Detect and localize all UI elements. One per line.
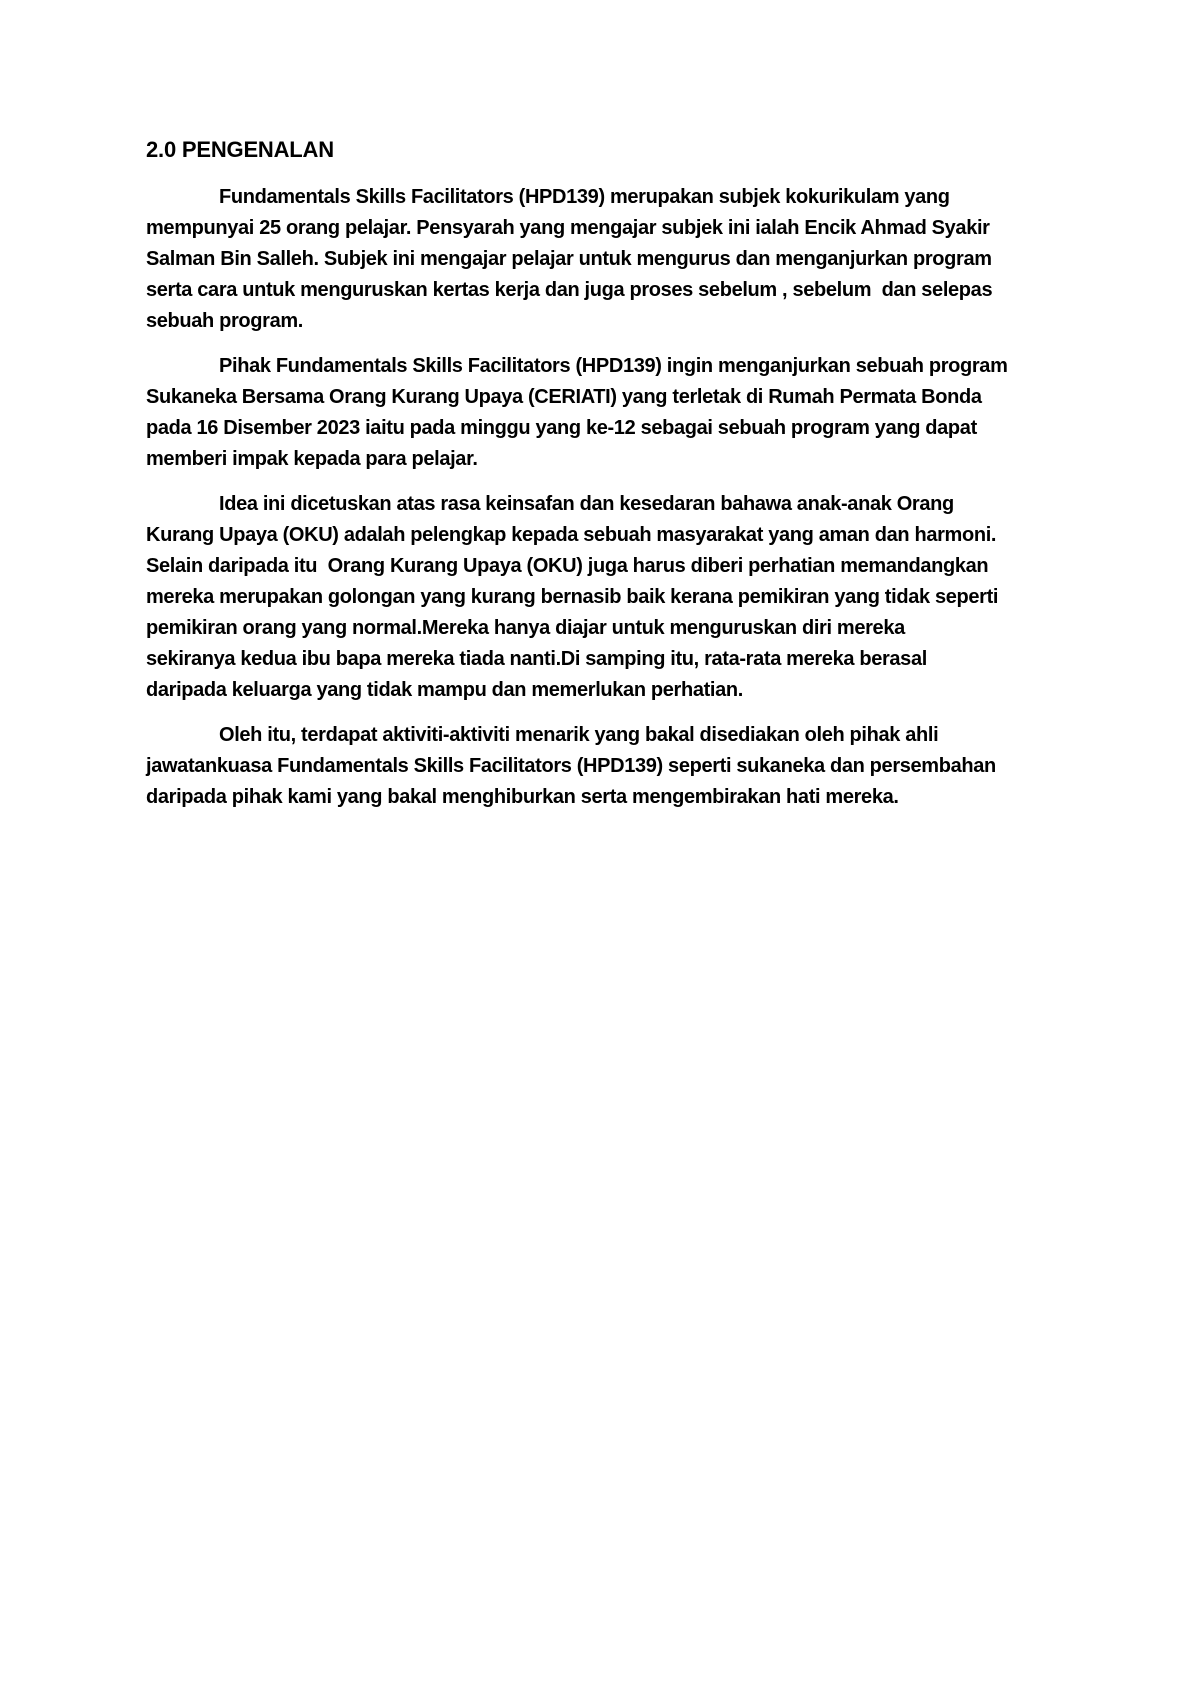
text-line: mempunyai 25 orang pelajar. Pensyarah yang mengajar subjek ini ialah Encik Ahmad Syakir bbox=[146, 217, 990, 239]
section-heading: 2.0 PENGENALAN bbox=[146, 137, 334, 162]
paragraph-program bbox=[146, 351, 1056, 475]
text-line: mereka merupakan golongan yang kurang bernasib baik kerana pemikiran yang tidak seperti bbox=[146, 586, 999, 608]
text-line: Selain daripada itu Orang Kurang Upaya (OKU) juga harus diberi perhatian memandangkan bbox=[146, 555, 989, 577]
text-line: pada 16 Disember 2023 iaitu pada minggu yang ke-12 sebagai sebuah program yang dapat bbox=[146, 417, 977, 439]
text-line: jawatankuasa Fundamentals Skills Facilitators (HPD139) seperti sukaneka dan persembahan bbox=[146, 755, 996, 777]
text-line: sebuah program. bbox=[146, 310, 304, 332]
text-line: Oleh itu, terdapat aktiviti-aktiviti menarik yang bakal disediakan oleh pihak ahli bbox=[219, 724, 939, 746]
text-line: Sukaneka Bersama Orang Kurang Upaya (CERIATI) yang terletak di Rumah Permata Bonda bbox=[146, 386, 982, 408]
text-line: Salman Bin Salleh. Subjek ini mengajar pelajar untuk mengurus dan menganjurkan program bbox=[146, 248, 992, 270]
text-line: pemikiran orang yang normal.Mereka hanya diajar untuk menguruskan diri mereka bbox=[146, 617, 905, 639]
paragraph-aktiviti bbox=[146, 720, 1056, 813]
text-line: serta cara untuk menguruskan kertas kerja dan juga proses sebelum , sebelum dan selepas bbox=[146, 279, 993, 301]
text-line: memberi impak kepada para pelajar. bbox=[146, 448, 478, 470]
paragraph-intro bbox=[146, 182, 1056, 337]
text-line: daripada keluarga yang tidak mampu dan memerlukan perhatian. bbox=[146, 679, 743, 701]
text-line: Fundamentals Skills Facilitators (HPD139) merupakan subjek kokurikulam yang bbox=[219, 186, 950, 208]
text-line: Pihak Fundamentals Skills Facilitators (HPD139) ingin menganjurkan sebuah program bbox=[219, 355, 1008, 377]
document-content bbox=[146, 134, 1056, 827]
text-line: daripada pihak kami yang bakal menghiburkan serta mengembirakan hati mereka. bbox=[146, 786, 899, 808]
text-line: Idea ini dicetuskan atas rasa keinsafan dan kesedaran bahawa anak-anak Orang bbox=[219, 493, 954, 515]
paragraph-idea bbox=[146, 489, 1056, 706]
text-line: sekiranya kedua ibu bapa mereka tiada nanti.Di samping itu, rata-rata mereka berasal bbox=[146, 648, 927, 670]
text-line: Kurang Upaya (OKU) adalah pelengkap kepada sebuah masyarakat yang aman dan harmoni. bbox=[146, 524, 997, 546]
